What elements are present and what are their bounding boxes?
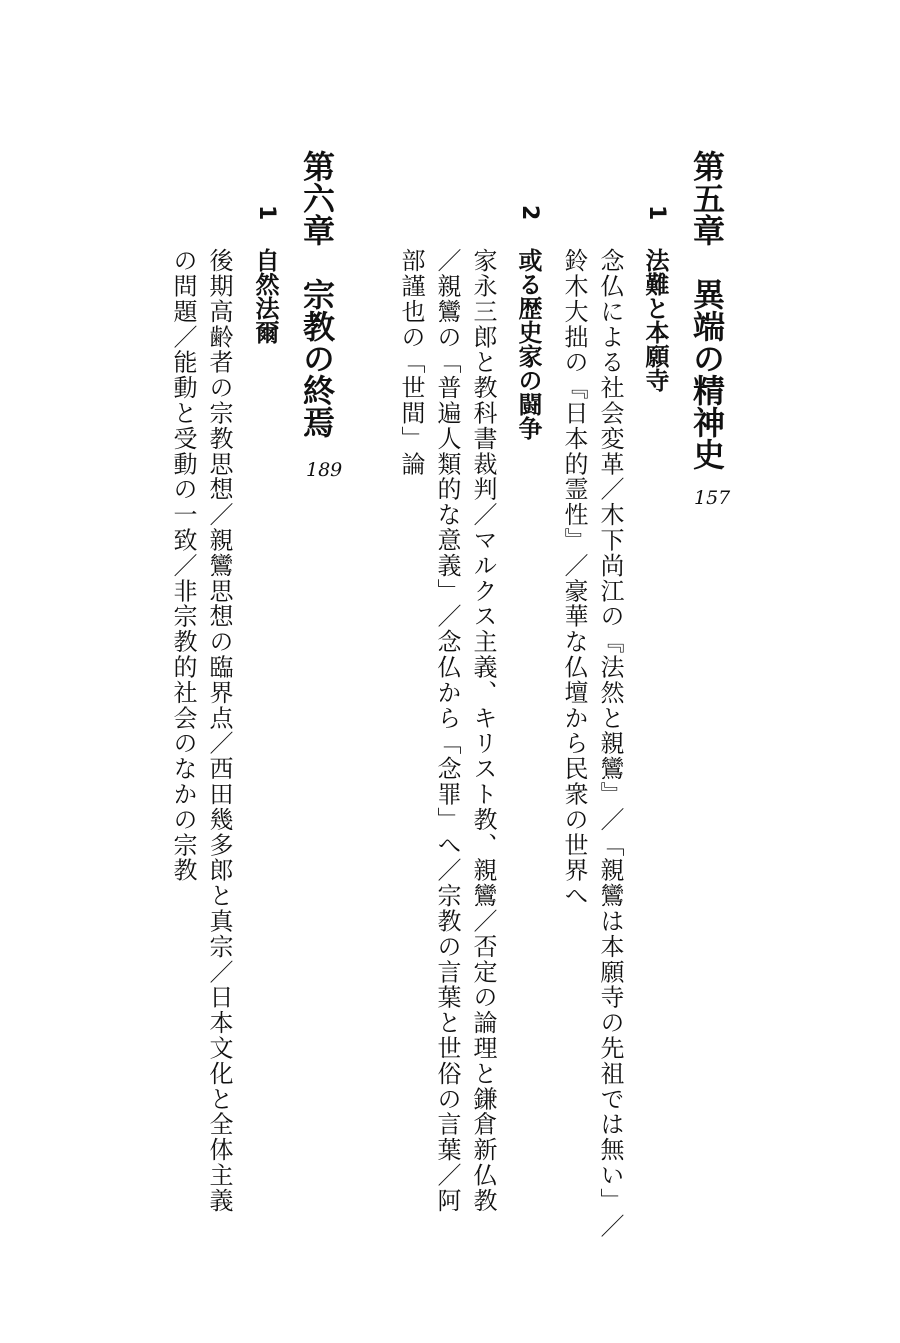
chapter-5-section-1-number: 1 <box>644 205 669 221</box>
chapter-5-section-2-line-2: ／親鸞の「普遍人類的な意義」／念仏から「念罪」へ／宗教の言葉と世俗の言葉／阿 <box>433 248 461 1214</box>
chapter-5-section-1-line-1: 念仏による社会変革／木下尚江の『法然と親鸞』／「親鸞は本願寺の先祖では無い」／ <box>596 248 624 1239</box>
chapter-6-section-1-line-2: の問題／能動と受動の一致／非宗教的社会のなかの宗教 <box>169 248 197 883</box>
chapter-5-section-1-title: 法難と本願寺 <box>641 248 669 392</box>
chapter-6-page-number: 189 <box>306 459 343 481</box>
chapter-5-page-number: 157 <box>694 487 731 509</box>
chapter-5-section-2-line-3: 部謹也の「世間」論 <box>397 248 425 477</box>
chapter-6-section-1-number: 1 <box>254 205 279 221</box>
chapter-5-section-2-title: 或る歴史家の闘争 <box>514 248 542 440</box>
chapter-6-title: 第六章 宗教の終焉 <box>298 150 336 438</box>
chapter-5-section-2-line-1: 家永三郎と教科書裁判／マルクス主義、キリスト教、親鸞／否定の論理と鎌倉新仏教 <box>469 248 497 1214</box>
chapter-5-title: 第五章 異端の精神史 <box>688 150 726 470</box>
chapter-6-section-1-title: 自然法爾 <box>251 248 279 344</box>
chapter-5-section-1-line-2: 鈴木大拙の『日本的霊性』／豪華な仏壇から民衆の世界へ <box>560 248 588 909</box>
chapter-5-section-2-number: 2 <box>517 205 542 221</box>
chapter-6-section-1-line-1: 後期高齢者の宗教思想／親鸞思想の臨界点／西田幾多郎と真宗／日本文化と全体主義 <box>205 248 233 1214</box>
